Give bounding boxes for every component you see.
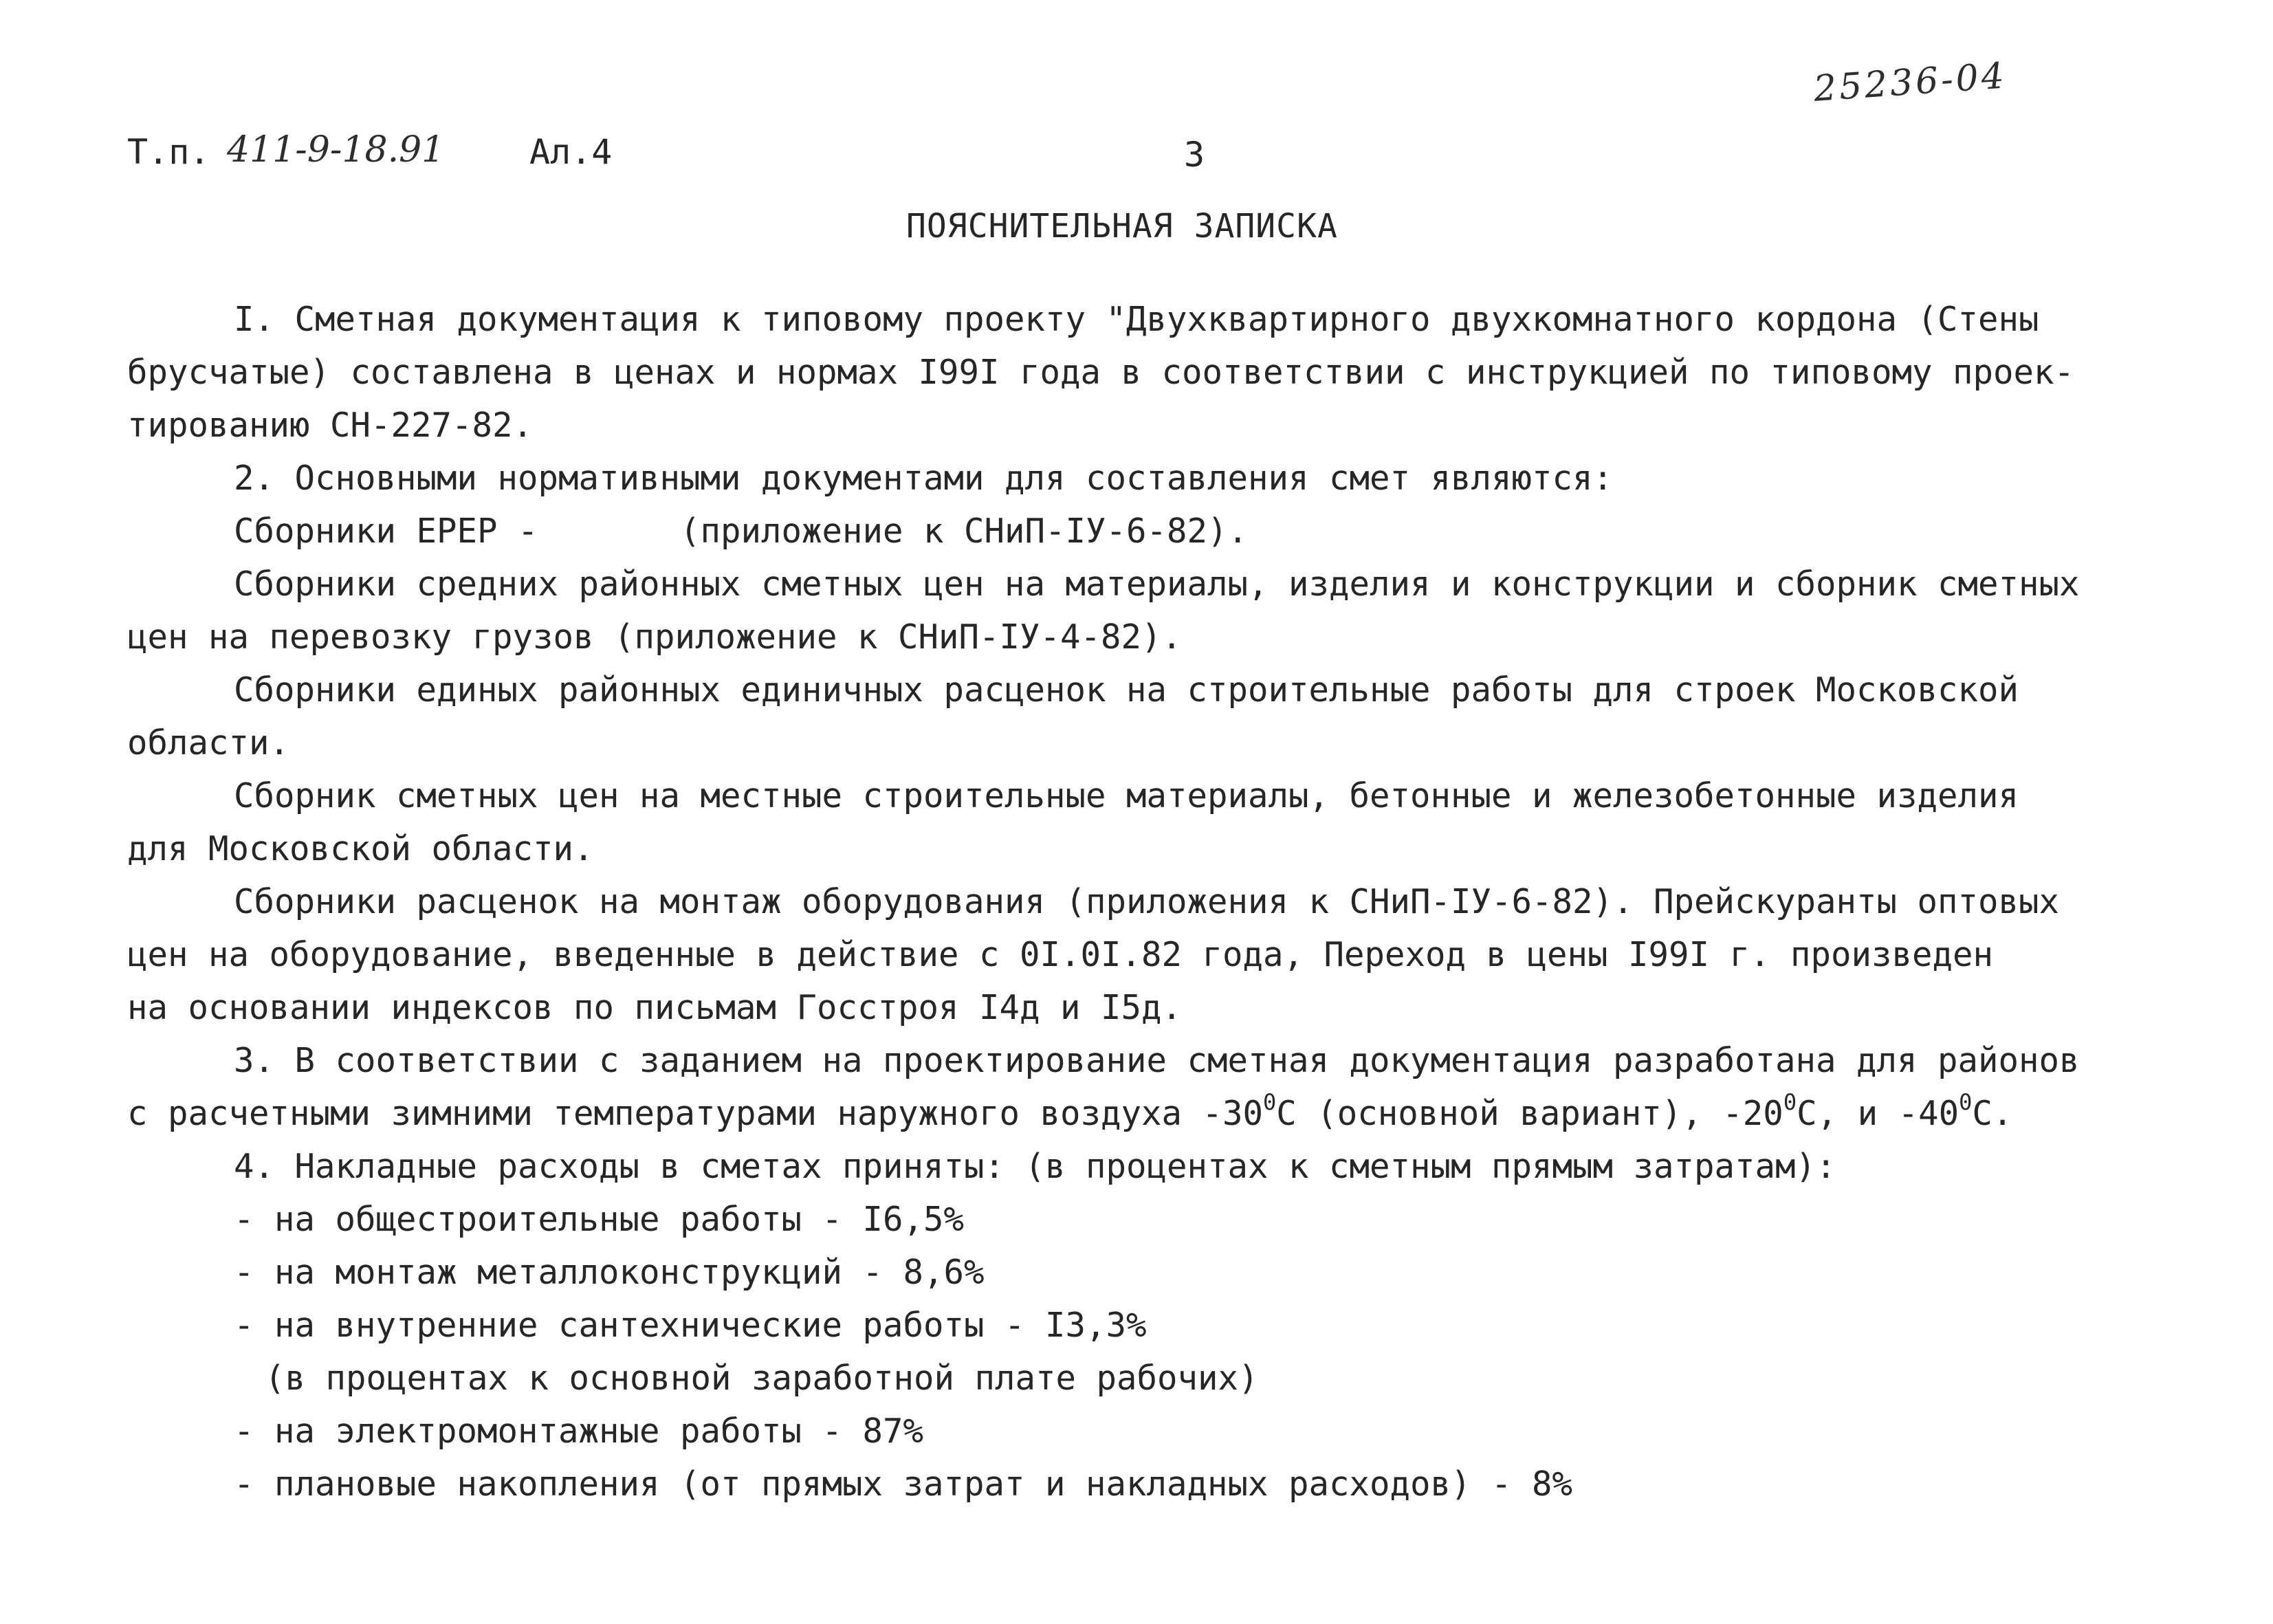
paragraph-2-line-1: 2. Основными нормативными документами для составления смет являются: <box>234 459 1614 498</box>
overhead-general-construction: - на общестроительные работы - I6,5% <box>234 1200 965 1239</box>
paragraph-2-equipment-line-3: на основании индексов по письмам Госстроя I4д и I5д. <box>127 988 1183 1027</box>
paragraph-2-rates-line-1: Сборники единых районных единичных расценок на строительные работы для строек Московской <box>234 670 2019 710</box>
paragraph-2-erer-line: Сборники ЕРЕР - (приложение к СНиП-IУ-6-82). <box>234 512 1249 551</box>
paragraph-2-prices-line-1: Сборники средних районных сметных цен на материалы, изделия и конструкции и сборник сметных <box>234 564 2080 604</box>
paragraph-2-equipment-line-1: Сборники расценок на монтаж оборудования (приложения к СНиП-IУ-6-82). Прейскуранты оптовых <box>234 882 2060 921</box>
registration-number-stamp: 25236-04 <box>1812 55 2008 110</box>
paragraph-1-line-1: I. Сметная документация к типовому проекту "Двухквартирного двухкомнатного кордона (Стены <box>234 300 2039 339</box>
temperature-text-a: с расчетными зимними температурами наружного воздуха -30 <box>127 1094 1264 1133</box>
degree-sup-3: 0 <box>1959 1089 1973 1115</box>
document-title: ПОЯСНИТЕЛЬНАЯ ЗАПИСКА <box>906 207 1338 245</box>
overhead-metal-structures: - на монтаж металлоконструкций - 8,6% <box>234 1253 985 1292</box>
typical-project-label: Т.п. <box>127 132 210 172</box>
paragraph-2-local-line-1: Сборник сметных цен на местные строительные материалы, бетонные и железобетонные изделия <box>234 776 2019 815</box>
typical-project-number: 411-9-18.91 <box>227 129 445 171</box>
planned-savings: - плановые накопления (от прямых затрат и накладных расходов) - 8% <box>234 1464 1573 1504</box>
paragraph-2-equipment-line-2: цен на оборудование, введенные в действие с 0I.0I.82 года, Переход в цены I99I г. произведен <box>127 935 1994 974</box>
paragraph-3-line-1: 3. В соответствии с заданием на проектирование сметная документация разработана для районов <box>234 1041 2080 1080</box>
degree-sup-2: 0 <box>1783 1089 1797 1115</box>
paragraph-2-prices-line-2: цен на перевозку грузов (приложение к СНиП-IУ-4-82). <box>127 617 1183 657</box>
temperature-text-d: С. <box>1972 1094 2013 1133</box>
paragraph-1-line-3: тированию СН-227-82. <box>127 406 534 445</box>
album-number: Ал.4 <box>529 132 613 172</box>
temperature-text-c: С, и -40 <box>1797 1094 1959 1133</box>
paragraph-3-line-2 <box>127 1087 2169 1140</box>
document-body <box>127 293 2169 1511</box>
page-number: 3 <box>1184 135 1205 175</box>
temperature-text-b: С (основной вариант), -20 <box>1276 1094 1783 1133</box>
overhead-plumbing: - на внутренние сантехнические работы - I3,3% <box>234 1306 1147 1345</box>
overhead-electrical: - на электромонтажные работы - 87% <box>234 1412 924 1451</box>
overhead-note-wages: (в процентах к основной заработной плате рабочих) <box>265 1359 1259 1398</box>
paragraph-2-local-line-2: для Московской области. <box>127 829 594 868</box>
degree-sup-1: 0 <box>1263 1089 1277 1115</box>
paragraph-1-line-2: брусчатые) составлена в ценах и нормах I99I года в соответствии с инструкцией по типовому проек- <box>127 353 2075 392</box>
paragraph-4-line-1: 4. Накладные расходы в сметах приняты: (в процентах к сметным прямым затратам): <box>234 1147 1836 1186</box>
paragraph-2-rates-line-2: области. <box>127 723 290 762</box>
